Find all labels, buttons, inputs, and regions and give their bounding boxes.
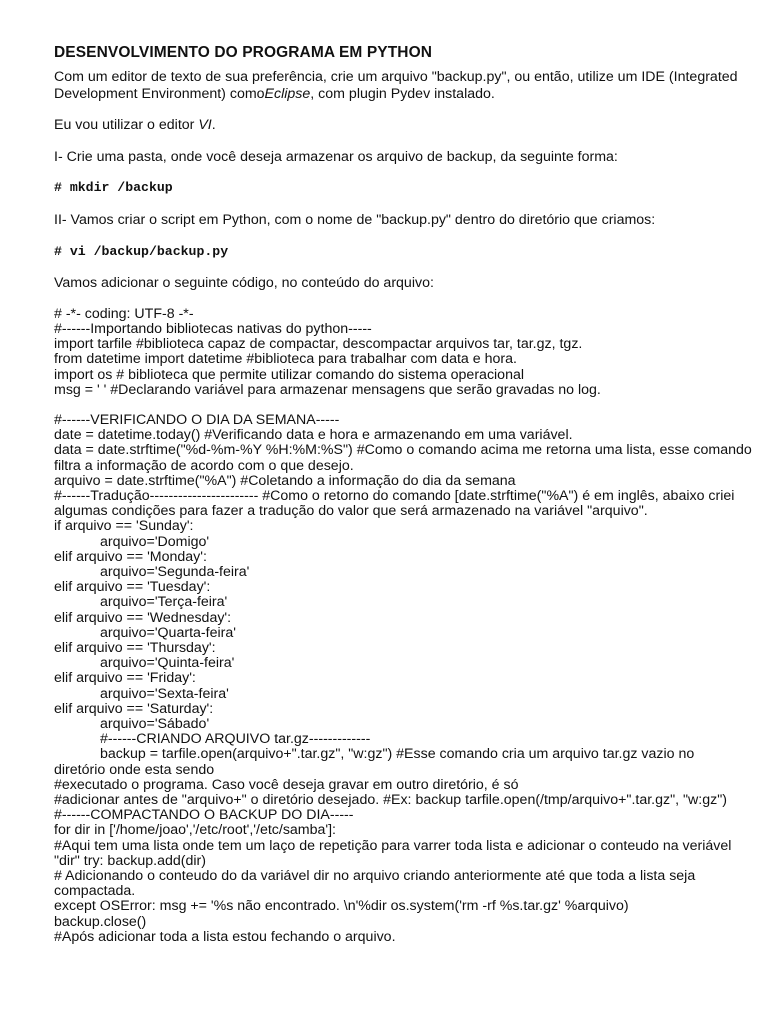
- code-line: diretório onde esta sendo: [54, 761, 215, 778]
- code-line: elif arquivo == 'Thursday':: [54, 640, 216, 657]
- editor-name: VI: [198, 117, 212, 134]
- intro-text-1: Com um editor de texto de sua preferência, crie um arquivo "backup.py", ou então, utilize um IDE (Integrated Development Environment) como: [54, 69, 742, 102]
- code-line: # -*- coding: UTF-8 -*-: [54, 305, 194, 322]
- code-line: #------Tradução----------------------- #Como o retorno do comando [date.strftime("%A") é em inglês, abaixo criei algumas condições para fazer a tradução do valor que será armazenado na variável "arquivo".: [54, 487, 739, 520]
- code-line: import tarfile #biblioteca capaz de compactar, descompactar arquivos tar, tar.gz, tgz.: [54, 336, 583, 353]
- cmd-mkdir: # mkdir /backup: [54, 180, 173, 196]
- code-line: from datetime import datetime #biblioteca para trabalhar com data e hora.: [54, 351, 517, 368]
- code-line: arquivo='Domigo': [100, 533, 210, 550]
- code-line: arquivo='Segunda-feira': [100, 564, 250, 580]
- code-line: for dir in ['/home/joao','/etc/root','/etc/samba']:: [54, 822, 336, 839]
- code-line: arquivo='Terça-feira': [100, 594, 228, 611]
- code-line: #executado o programa. Caso você deseja gravar em outro diretório, é só: [54, 776, 519, 793]
- intro-paragraph: [54, 69, 754, 102]
- code-line: arquivo='Quarta-feira': [100, 624, 236, 641]
- code-line: arquivo='Sábado': [100, 716, 210, 733]
- code-line: date = datetime.today() #Verificando data e hora e armazenando em uma variável.: [54, 427, 573, 444]
- intro-eclipse: Eclipse: [264, 85, 311, 102]
- code-line: #Após adicionar toda a lista estou fechando o arquivo.: [54, 928, 396, 945]
- code-line: elif arquivo == 'Tuesday':: [54, 579, 211, 596]
- code-line: elif arquivo == 'Friday':: [54, 670, 196, 687]
- code-line: #------VERIFICANDO O DIA DA SEMANA-----: [54, 411, 340, 428]
- code-line: backup = tarfile.open(arquivo+".tar.gz", "w:gz") #Esse comando cria um arquivo tar.gz vazio no: [100, 746, 695, 763]
- code-block-imports: [54, 307, 754, 398]
- intro-text-2: , com plugin Pydev instalado.: [310, 85, 495, 102]
- code-line: arquivo='Sexta-feira': [100, 685, 229, 702]
- code-line: arquivo='Quinta-feira': [100, 655, 235, 672]
- code-line: data = date.strftime("%d-%m-%Y %H:%M:%S") #Como o comando acima me retorna uma lista, esse comando filtra a informação de acordo com o que desejo.: [54, 442, 756, 474]
- code-line: elif arquivo == 'Monday':: [54, 548, 207, 565]
- cmd-vi: # vi /backup/backup.py: [54, 243, 229, 259]
- editor-paragraph: [54, 117, 754, 134]
- code-line: #------COMPACTANDO O BACKUP DO DIA-----: [54, 807, 354, 824]
- code-line: except OSError: msg += '%s não encontrado. \n'%dir os.system('rm -rf %s.tar.gz' %arquivo): [54, 898, 629, 915]
- code-line: backup.close(): [54, 913, 147, 930]
- document-page: [54, 44, 754, 945]
- code-line: #------Importando bibliotecas nativas do python-----: [54, 320, 372, 337]
- code-line: # Adicionando o conteudo do da variável dir no arquivo criando anteriormente até que toda a lista seja compactada.: [54, 868, 700, 900]
- code-line: if arquivo == 'Sunday':: [54, 518, 194, 535]
- code-line: #------CRIANDO ARQUIVO tar.gz-------------: [100, 731, 371, 748]
- code-line: arquivo = date.strftime("%A") #Coletando a informação do dia da semana: [54, 472, 516, 489]
- code-line: elif arquivo == 'Saturday':: [54, 700, 214, 717]
- step1-paragraph: I- Crie uma pasta, onde você deseja armazenar os arquivo de backup, da seguinte forma:: [54, 148, 618, 165]
- code-line: import os # biblioteca que permite utilizar comando do sistema operacional: [54, 366, 525, 383]
- code-line: #adicionar antes de "arquivo+" o diretório desejado. #Ex: backup tarfile.open(/tmp/arquivo+".tar.gz", "w:gz"): [54, 792, 727, 809]
- step2-paragraph: II- Vamos criar o script em Python, com o nome de "backup.py" dentro do diretório que criamos:: [54, 211, 656, 228]
- code-line: msg = ' ' #Declarando variável para armazenar mensagens que serão gravadas no log.: [54, 381, 601, 398]
- editor-end: .: [211, 117, 216, 134]
- code-line: #Aqui tem uma lista onde tem um laço de repetição para varrer toda lista e adicionar o conteudo na veriável "dir" try: backup.add(dir): [54, 837, 736, 869]
- editor-text: Eu vou utilizar o editor: [54, 117, 199, 134]
- code-block-main: [54, 413, 754, 945]
- document-title: DESENVOLVIMENTO DO PROGRAMA EM PYTHON: [54, 44, 433, 61]
- code-line: elif arquivo == 'Wednesday':: [54, 609, 232, 626]
- step3-paragraph: Vamos adicionar o seguinte código, no conteúdo do arquivo:: [54, 275, 434, 292]
